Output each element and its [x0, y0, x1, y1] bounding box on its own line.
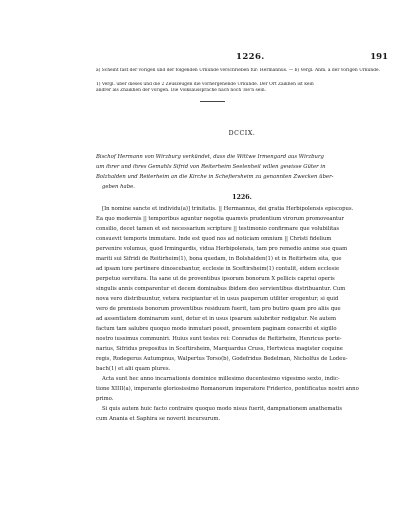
body-line: regis, Rodegerus Autumpnus, Walpertus Torso(b), Godefridus Bedelman, Nicholfus de Lodeu-: [96, 356, 348, 362]
body-line: perpetuo servitura. Ita sane ut de proventibus ipsorum bonorum X pellicis capriui operis: [96, 276, 335, 282]
body-line: singulis annis comparentur et decem dominabus ibidem deo servientibus distribuantur. Cum: [96, 286, 346, 292]
summary-line: Bolzhalden und Reiterheim an die Kirche in Schefiersheim zu genannten Zwecken über-: [96, 174, 334, 180]
body-line: consilio, decet tamen et est necessarium scripture || testimonio confirmare que volubilitas: [96, 226, 340, 232]
body-line: narius, Sifridus prepositus in Sceftirsheim, Marquardus Cruss, Hertwicus magister coquine: [96, 346, 343, 352]
body-line: [In nomine sancte et individu(a)] trinitatis. || Hermannus, dei gratia Herbipolensis episcopus.: [102, 206, 354, 212]
body-line: Si quis autem huic facto contraire quoquo modo nisus fuerit, dampnationem anathematis: [102, 406, 343, 412]
body-line: vero de premissis bonorum proventibus residuum fuerit, tam pro butiro quam pro aliis que: [96, 306, 341, 312]
footnote-1-line2: andrer als Zhaikhen der vorigen. Die Volksaussprache nach noch Tse'n sein.: [96, 88, 266, 93]
body-line: ad ipsam iure pertinere dinoscebantur, ecclesie in Sceftirsheim(1) contulit, eidem ecclesie: [96, 266, 340, 272]
body-line: factum tam salubre quoquo modo inmutari possit, presentem paginam conscribi et sigillo: [96, 326, 337, 332]
body-line: pervenire volumus, quod Irmingardis, vidua Herbipolensis, tam pro remedio anime sue quam: [96, 246, 348, 252]
body-line: primo.: [96, 396, 114, 402]
document-date: 1226.: [232, 194, 252, 201]
body-line: consuevit temporis immutare. Inde est quod nos ad noticiam omnium || Christi fidelium: [96, 236, 332, 242]
footnote-a: a) Scheint fast der vorigen und der folgenden Urkunde verschrieben für: Hermannus. — b) Vergl. Anm. a der vorigen Urkunde.: [96, 68, 380, 73]
body-line: tione XIIII(a), imperante gloriosissimo Romanorum imperatore Friderico, pontificatus nostri anno: [96, 386, 359, 392]
summary-line: Bischof Hermann von Wirzburg verkündet, dass die Wittwe Irmengard aus Wirzburg: [96, 154, 324, 160]
body-line: nova vero distribuuntur, vetera recipiantur et in usus pauperum utiliter erogentur; si quid: [96, 296, 339, 302]
page-header: [96, 52, 388, 66]
summary-line: geben habe.: [102, 184, 135, 190]
body-line: cum Anania et Saphira se noverit incursurum.: [96, 416, 221, 422]
body-line: ad assentiatem dominarum sunt, detur et in usus ipsarum salubriter redigatur. Ne autem: [96, 316, 336, 322]
footnote-1-line1: 1) Vergl. über dieses und die 2 Zeuszeugen die vorhergehende Urkunde. Der Ort Zaikhen ist kein: [96, 82, 314, 87]
summary-line: um ihrer und ihres Gemahls Sifrid von Reiterheim Seelenheil willen gewisse Güter in: [96, 164, 326, 170]
document-number: DCCIX.: [228, 130, 256, 137]
section-divider: [200, 101, 225, 102]
page-number: 191: [370, 52, 388, 62]
body-line: nostro iussimus communiri. Huius sunt testes rei: Conradus de Reitirheim, Henricus porte-: [96, 336, 342, 342]
body-line: Acta sunt hec anno incarnationis dominice millesimo ducentesimo vigesimo sexto, indic-: [102, 376, 340, 382]
body-line: mariti sui Sifridi de Reitirheim(1), bona quedam, in Bolshalden(1) et in Reitirheim sita, que: [96, 256, 342, 262]
body-line: bach(1) et alii quam plures.: [96, 366, 171, 372]
header-year: 1226.: [236, 52, 265, 62]
body-line: Ea quo modernis || temporibus aguntur negotia quamvis prudentium virorum promoveantur: [96, 216, 345, 222]
